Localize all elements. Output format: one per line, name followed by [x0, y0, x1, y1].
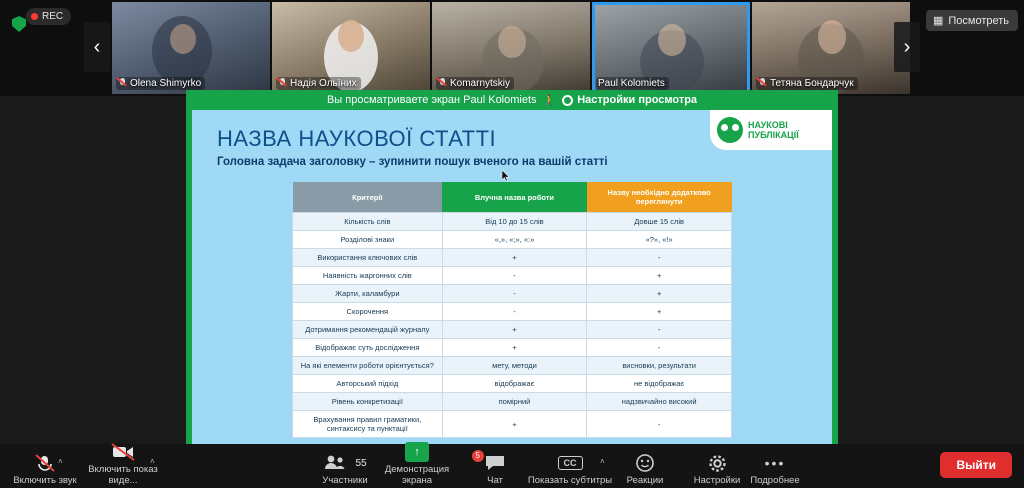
table-row [293, 321, 732, 339]
criteria-label-cell: Кількість слів [293, 213, 443, 231]
owl-icon [717, 117, 743, 143]
table-row [293, 357, 732, 375]
slide-subtitle: Головна задача заголовку – зупинити пошук вченого на вашій статті [217, 156, 608, 168]
chat-icon [475, 451, 506, 473]
table-row [293, 285, 732, 303]
publisher-logo [710, 110, 832, 150]
mic-muted-icon [278, 78, 287, 89]
screen-share-text: Вы просматриваете экран Paul Kolomiets [326, 94, 537, 106]
mic-muted-icon [34, 453, 56, 473]
chevron-left-icon: ‹ [93, 35, 101, 58]
logo-line-1: НАУКОВІ [748, 119, 788, 130]
criteria-label-cell: Відображає суть дослідження [293, 339, 443, 357]
toolbar-reactions-label: Реакции [626, 475, 664, 486]
logo-line-2: ПУБЛІКАЦІЇ [748, 130, 799, 140]
toolbar-more-button[interactable] [730, 453, 820, 486]
criteria-label-cell: Використання ключових слів [293, 249, 443, 267]
criteria-value-cell: - [442, 267, 587, 285]
criteria-value-cell: + [442, 411, 587, 438]
watch-button[interactable] [926, 10, 1018, 31]
chevron-right-icon: › [903, 35, 911, 58]
criteria-value-cell: + [587, 267, 732, 285]
toolbar-share-label: Демонстрация экрана [384, 464, 450, 486]
criteria-value-cell: відображає [442, 375, 587, 393]
video-tile[interactable] [432, 2, 590, 94]
criteria-value-cell: - [587, 339, 732, 357]
criteria-table-body [293, 213, 732, 438]
video-tile[interactable] [752, 2, 910, 94]
table-header-cell: Влучна назва роботи [442, 182, 587, 213]
security-shield-icon [6, 8, 22, 26]
criteria-value-cell: + [442, 339, 587, 357]
table-header-cell: Назву необхідно додатково переглянути [587, 182, 732, 213]
ellipsis-icon: ••• [764, 455, 786, 471]
criteria-label-cell: Врахування правил граматики, синтаксису та пунктації [293, 411, 443, 438]
view-settings-button[interactable] [562, 94, 697, 106]
criteria-value-cell: «,», «;», «:» [442, 231, 587, 249]
participant-name: Надія Ольїних [290, 78, 357, 89]
view-settings-label: Настройки просмотра [577, 94, 698, 106]
criteria-value-cell: Довше 15 слів [587, 213, 732, 231]
video-tile[interactable] [112, 2, 270, 94]
meeting-toolbar [0, 444, 1024, 488]
audio-options-caret-icon[interactable]: ˄ [58, 457, 63, 466]
participant-name-badge [116, 77, 205, 90]
toolbar-more-label: Подробнее [750, 475, 800, 486]
toolbar-chat-label: Чат [487, 475, 503, 486]
table-row [293, 393, 732, 411]
criteria-value-cell: Від 10 до 15 слів [442, 213, 587, 231]
closed-captions-icon: CC [558, 453, 583, 473]
mouse-cursor-icon [502, 170, 510, 182]
criteria-label-cell: На які елементи роботи орієнтується? [293, 357, 443, 375]
captions-options-caret-icon[interactable]: ˄ [600, 457, 605, 466]
criteria-value-cell: висновки, результати [587, 357, 732, 375]
gear-icon [562, 95, 573, 106]
record-dot-icon [31, 13, 38, 20]
leave-meeting-button[interactable]: Выйти [940, 452, 1012, 478]
mic-muted-icon [118, 78, 127, 89]
criteria-value-cell: надзвичайно високий [587, 393, 732, 411]
walking-person-icon: 🚶 [542, 94, 557, 107]
criteria-value-cell: мету, методи [442, 357, 587, 375]
table-row [293, 303, 732, 321]
screen-share-banner [186, 90, 838, 110]
table-row [293, 411, 732, 438]
video-tile[interactable] [272, 2, 430, 94]
gear-icon [708, 453, 727, 473]
criteria-value-cell: - [442, 303, 587, 321]
criteria-value-cell: - [442, 285, 587, 303]
recording-indicator[interactable] [26, 8, 71, 25]
criteria-value-cell: - [587, 411, 732, 438]
toolbar-share-screen-button[interactable] [372, 442, 462, 486]
table-row [293, 213, 732, 231]
table-row [293, 231, 732, 249]
table-row [293, 249, 732, 267]
toolbar-participants-label: Участники [322, 475, 368, 486]
criteria-label-cell: Розділові знаки [293, 231, 443, 249]
slide-title: НАЗВА НАУКОВОЇ СТАТТІ [217, 126, 497, 151]
filmstrip-next-button[interactable] [894, 22, 920, 72]
toolbar-video-label: Включить показ виде... [88, 464, 158, 486]
criteria-label-cell: Наявність жаргонних слів [293, 267, 443, 285]
chat-unread-badge: 5 [472, 450, 484, 462]
criteria-value-cell: + [442, 249, 587, 267]
participant-name-badge [756, 77, 858, 90]
participant-name-badge [436, 77, 514, 90]
criteria-value-cell: + [587, 285, 732, 303]
participant-name: Komarnytskiy [450, 78, 511, 89]
participant-name: Olena Shimyrko [130, 78, 202, 89]
toolbar-audio-label: Включить звук [13, 475, 77, 486]
table-row [293, 339, 732, 357]
video-tiles [112, 2, 910, 94]
table-header-row [293, 182, 732, 213]
criteria-value-cell: + [442, 321, 587, 339]
criteria-value-cell: помірний [442, 393, 587, 411]
recording-label: REC [42, 11, 64, 22]
table-header-cell: Критерії [293, 182, 443, 213]
participants-icon [323, 453, 366, 473]
participant-name: Тетяна Бондарчук [770, 78, 854, 89]
criteria-label-cell: Скорочення [293, 303, 443, 321]
criteria-value-cell: - [587, 249, 732, 267]
criteria-label-cell: Дотримання рекомендацій журналу [293, 321, 443, 339]
participants-count: 55 [355, 457, 367, 469]
table-row [293, 375, 732, 393]
criteria-label-cell: Жарти, каламбури [293, 285, 443, 303]
criteria-value-cell: - [587, 321, 732, 339]
filmstrip-prev-button[interactable] [84, 22, 110, 72]
grid-view-icon: ▦ [932, 15, 944, 27]
criteria-value-cell: + [587, 303, 732, 321]
toolbar-settings-label: Настройки [693, 475, 741, 486]
table-row [293, 267, 732, 285]
camera-muted-icon [111, 442, 135, 462]
mic-muted-icon [758, 78, 767, 89]
presentation-slide [192, 110, 832, 456]
toolbar-audio-button[interactable] [0, 453, 90, 486]
criteria-value-cell: «?», «!» [587, 231, 732, 249]
criteria-value-cell: не відображає [587, 375, 732, 393]
toolbar-captions-label: Показать субтитры [527, 475, 613, 486]
criteria-label-cell: Рівень конкретизації [293, 393, 443, 411]
participant-name-badge [276, 77, 361, 90]
criteria-table [292, 182, 732, 438]
mic-muted-icon [438, 78, 447, 89]
participant-filmstrip [0, 0, 1024, 96]
video-tile-active-speaker[interactable] [592, 2, 750, 94]
criteria-label-cell: Авторський підхід [293, 375, 443, 393]
participant-name: Paul Kolomiets [598, 78, 665, 89]
watch-button-label: Посмотреть [948, 14, 1009, 27]
smiley-icon [636, 453, 654, 473]
video-options-caret-icon[interactable]: ˄ [150, 457, 155, 466]
participant-name-badge [596, 77, 669, 90]
share-screen-icon: ↑ [405, 442, 429, 462]
